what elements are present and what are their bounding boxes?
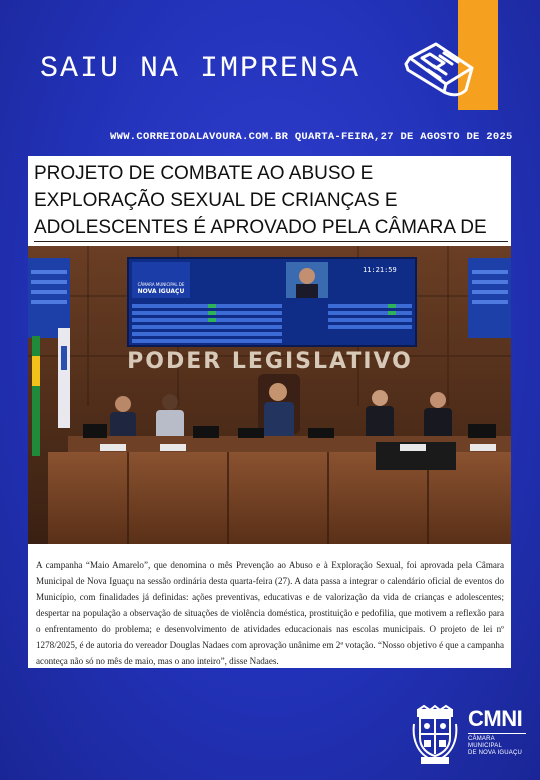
screen-logo-line-2: NOVA IGUAÇU bbox=[137, 288, 185, 295]
cmni-divider bbox=[468, 733, 526, 734]
headline-divider bbox=[34, 241, 508, 242]
cmni-subtitle-1: CÂMARA MUNICIPAL bbox=[468, 736, 503, 749]
photo-panel-text: PODER LEGISLATIVO bbox=[127, 349, 413, 374]
cmni-logo-text: CMNI bbox=[468, 706, 523, 731]
screen-clock: 11:21:59 bbox=[363, 266, 397, 274]
cmni-logo bbox=[468, 708, 528, 757]
screen-logo-line-1: CÂMARA MUNICIPAL DE bbox=[137, 282, 185, 287]
cmni-subtitle-2: DE NOVA IGUAÇU bbox=[468, 750, 523, 756]
article-headline: PROJETO DE COMBATE AO ABUSO E EXPLORAÇÃO SEXUAL DE CRIANÇAS E ADOLESCENTES É APROVADO PELA CÂMARA DE bbox=[34, 163, 487, 238]
dateline: WWW.CORREIODALAVOURA.COM.BR QUARTA-FEIRA,27 DE AGOSTO DE 2025 bbox=[110, 131, 513, 143]
section-title: SAIU NA IMPRENSA bbox=[40, 52, 361, 86]
article-body: A campanha “Maio Amarelo”, que denomina o mês Prevenção ao Abuso e à Exploração Sexual, foi aprovada pela Câmara Municipal de Nova Iguaçu na sessão ordinária desta quarta-feira (27). A data passa a integrar o calendário oficial de eventos do Município, com finalidades já definidas: ações preventivas, educativas e de valorização da vida de crianças e adolescentes; despertar na população a observação de situações de violência doméstica, prostituição e pedofilia, que motivem a reflexão para o enfrentamento do problema; e desenvolvimento de atividades educacionais nas escolas municipais. O projeto de lei nº 1278/2025, é de autoria do vereador Douglas Nadaes com aprovação unânime em 2ª votação. “Nosso objetivo é que a campanha aconteça não só no mês de maio, mas o ano inteiro”, disse Nadaes. bbox=[36, 560, 504, 666]
newspaper-icon bbox=[400, 38, 478, 100]
chamber-session-photo bbox=[28, 246, 511, 544]
city-coat-of-arms-icon bbox=[412, 704, 458, 764]
